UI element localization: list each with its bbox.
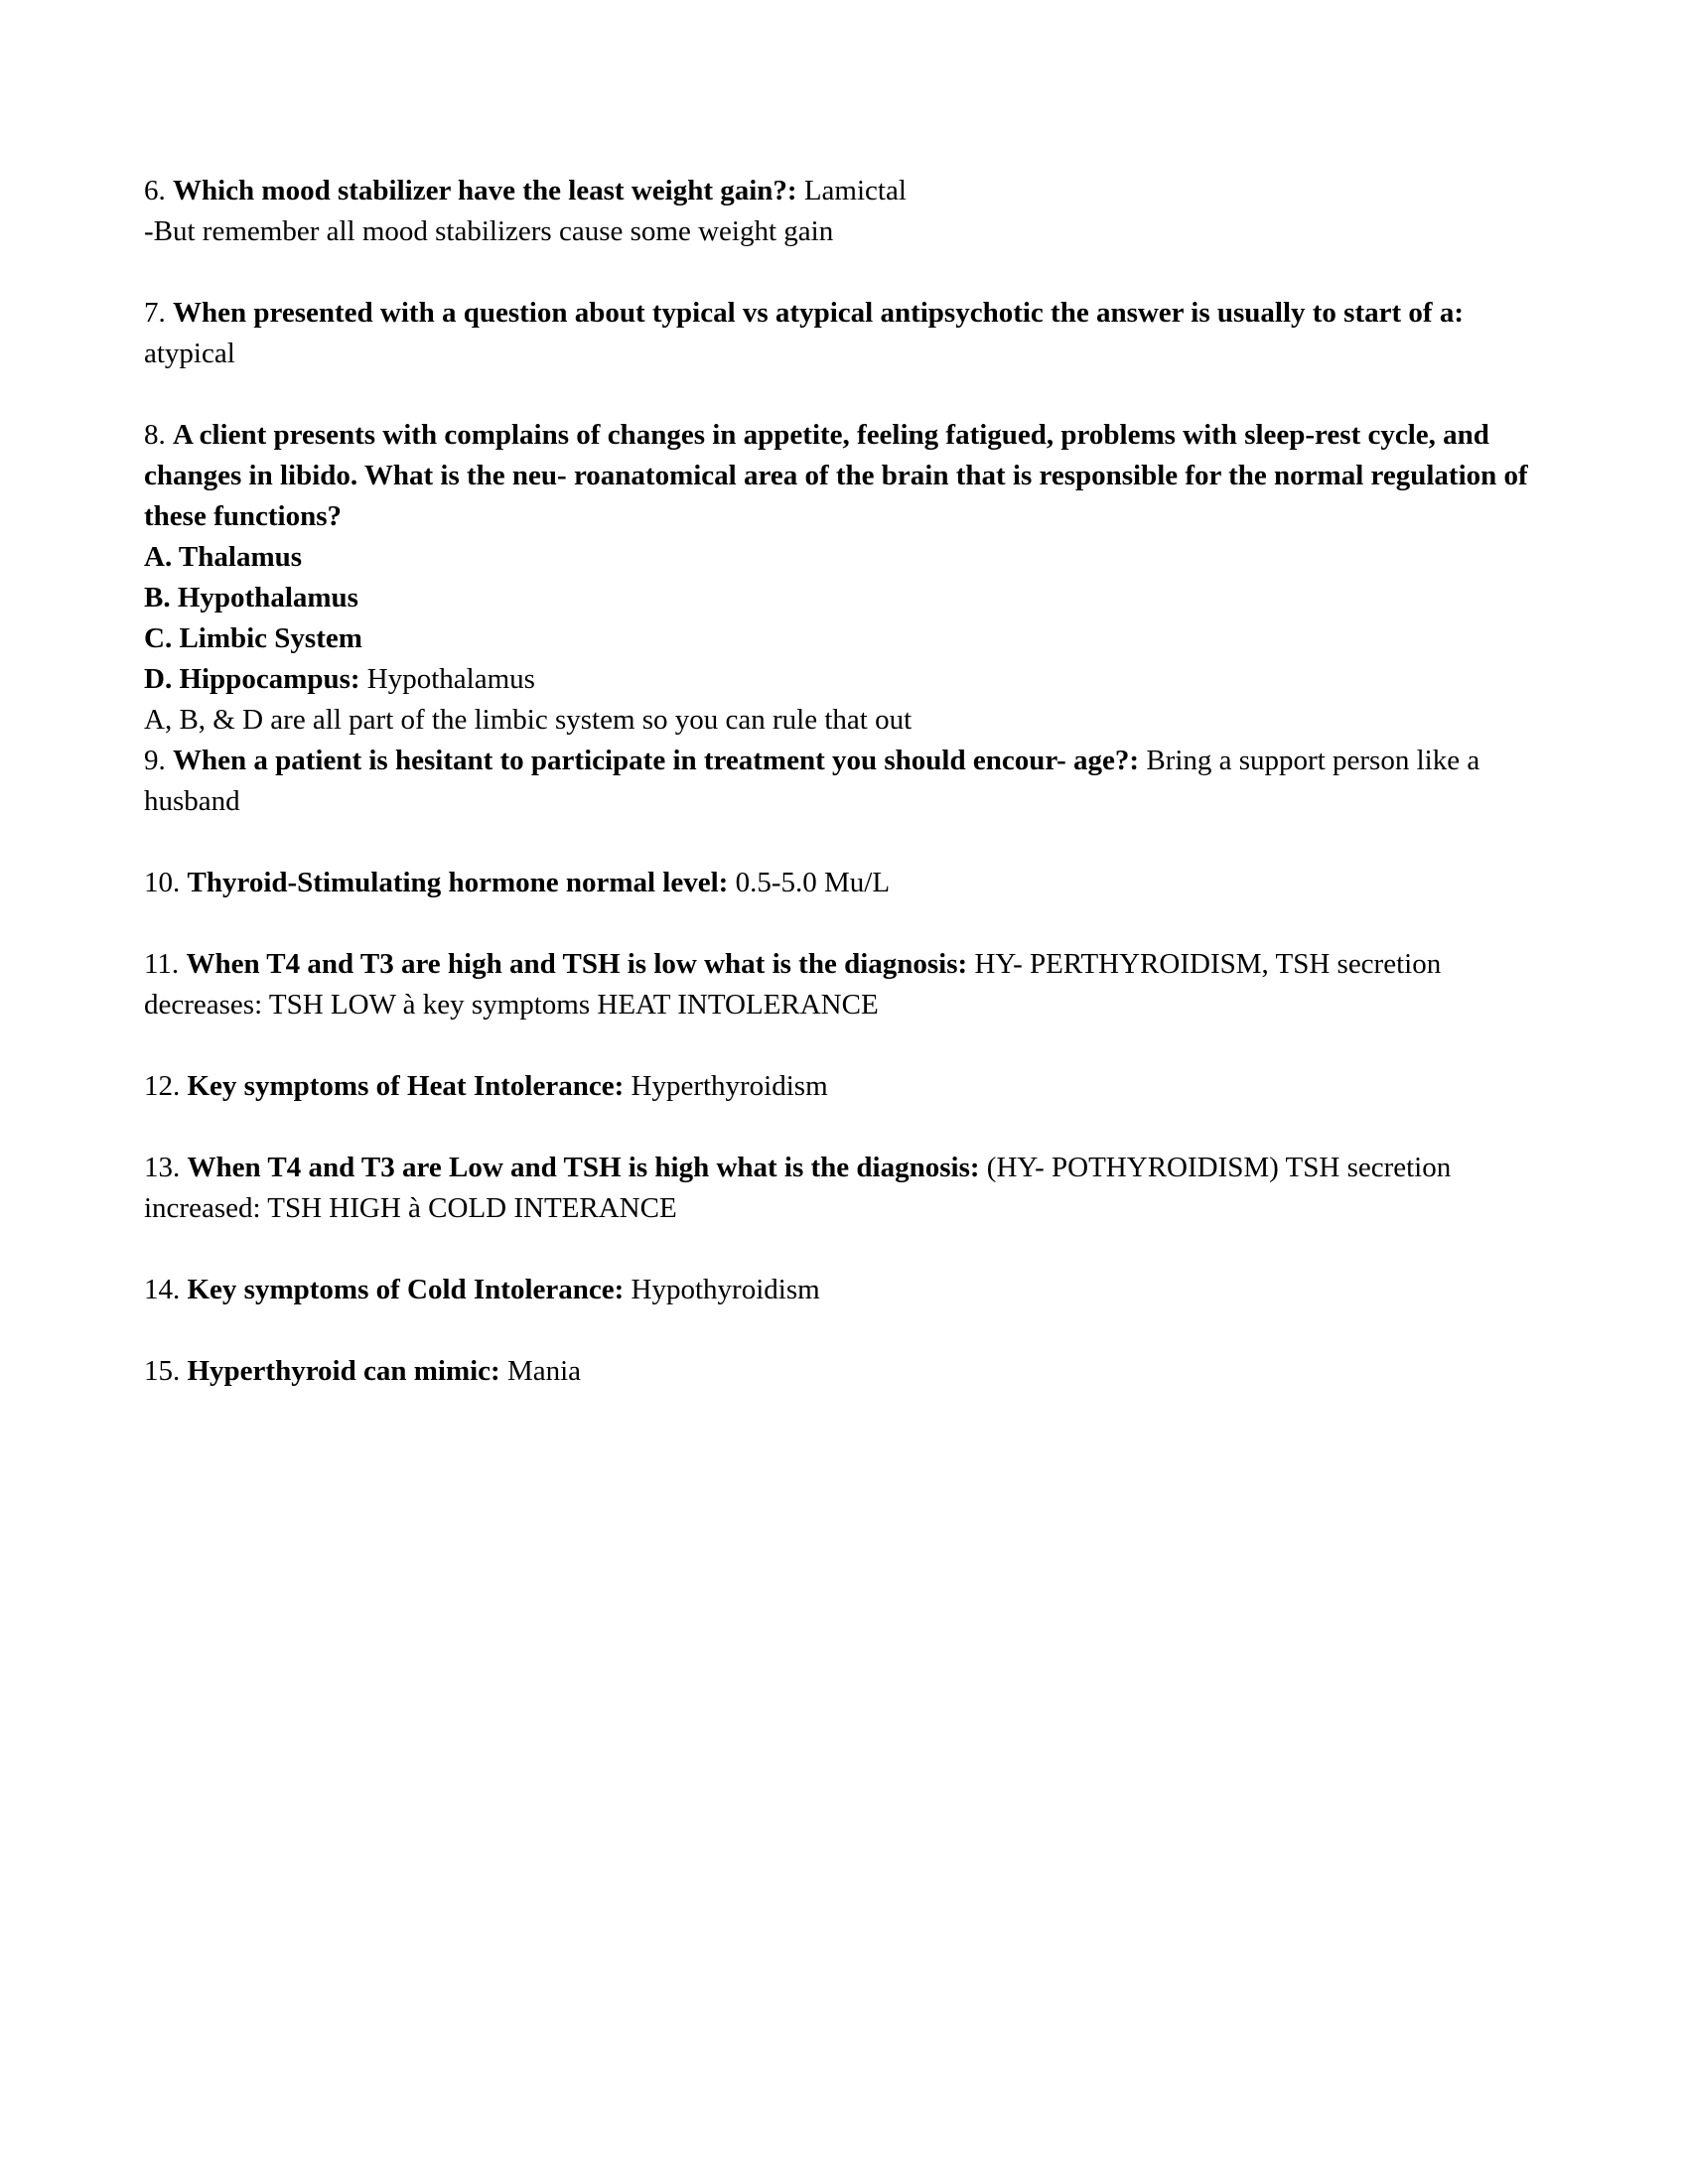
item-note: -But remember all mood stabilizers cause some weight gain (144, 215, 834, 247)
item-question: When a patient is hesitant to participate in treatment you should encour- age?: (173, 745, 1140, 776)
item-question: When T4 and T3 are Low and TSH is high what is the diagnosis: (187, 1152, 980, 1183)
qa-item-6 (144, 171, 1544, 211)
item-question: When T4 and T3 are high and TSH is low what is the diagnosis: (186, 948, 968, 980)
qa-item-15 (144, 1351, 1544, 1392)
item-number: 7. (144, 297, 166, 329)
item-number: 8. (144, 419, 166, 451)
qa-item-8-option-c (144, 618, 1544, 659)
item-number: 13. (144, 1152, 181, 1183)
item-answer: (HY- POTHYROIDISM) TSH secretion increased: TSH HIGH à COLD INTERANCE (144, 1152, 1452, 1224)
item-number: 9. (144, 745, 166, 776)
qa-item-13 (144, 1148, 1544, 1229)
item-number: 15. (144, 1355, 181, 1387)
item-question: Which mood stabilizer have the least weight gain?: (173, 175, 797, 206)
item-number: 11. (144, 948, 180, 980)
item-number: 12. (144, 1070, 181, 1102)
qa-item-9 (144, 741, 1544, 822)
option-b: B. Hypothalamus (144, 582, 358, 614)
item-answer: atypical (144, 338, 235, 369)
qa-item-8 (144, 415, 1544, 537)
option-d: D. Hippocampus: (144, 663, 360, 695)
item-question: Hyperthyroid can mimic: (187, 1355, 500, 1387)
item-question: Key symptoms of Cold Intolerance: (187, 1274, 625, 1305)
item-answer: Bring a support person like a husband (144, 745, 1480, 817)
item-number: 10. (144, 867, 181, 898)
item-answer: Hypothyroidism (631, 1274, 820, 1305)
qa-item-8-option-d (144, 659, 1544, 700)
item-answer: Mania (506, 1355, 582, 1387)
item-answer: Lamictal (803, 175, 907, 206)
item-note: A, B, & D are all part of the limbic system so you can rule that out (144, 704, 913, 736)
item-number: 6. (144, 175, 166, 206)
item-question: A client presents with complains of changes in appetite, feeling fatigued, problems with sleep-rest cycle, and changes in libido. What is the neu- roanatomical area of the brain that is responsible for the normal regulation of these functions? (144, 419, 1528, 532)
item-question: When presented with a question about typical vs atypical antipsychotic the answer is usually to start of a: (173, 297, 1464, 329)
item-question: Key symptoms of Heat Intolerance: (187, 1070, 625, 1102)
item-answer: 0.5-5.0 Mu/L (735, 867, 891, 898)
qa-item-8-option-a (144, 537, 1544, 578)
item-answer: Hyperthyroidism (631, 1070, 828, 1102)
item-number: 14. (144, 1274, 181, 1305)
qa-item-12 (144, 1066, 1544, 1107)
item-answer: HY- PERTHYROIDISM, TSH secretion decreases: TSH LOW à key symptoms HEAT INTOLERANCE (144, 948, 1442, 1021)
qa-item-8-note (144, 700, 1544, 741)
qa-item-14 (144, 1270, 1544, 1310)
qa-item-10 (144, 863, 1544, 903)
option-c: C. Limbic System (144, 622, 362, 654)
qa-item-8-option-b (144, 578, 1544, 618)
qa-item-7 (144, 293, 1544, 374)
item-answer: Hypothalamus (366, 663, 535, 695)
qa-item-6-note (144, 211, 1544, 252)
qa-item-11 (144, 944, 1544, 1025)
item-question: Thyroid-Stimulating hormone normal level: (187, 867, 729, 898)
option-a: A. Thalamus (144, 541, 303, 573)
